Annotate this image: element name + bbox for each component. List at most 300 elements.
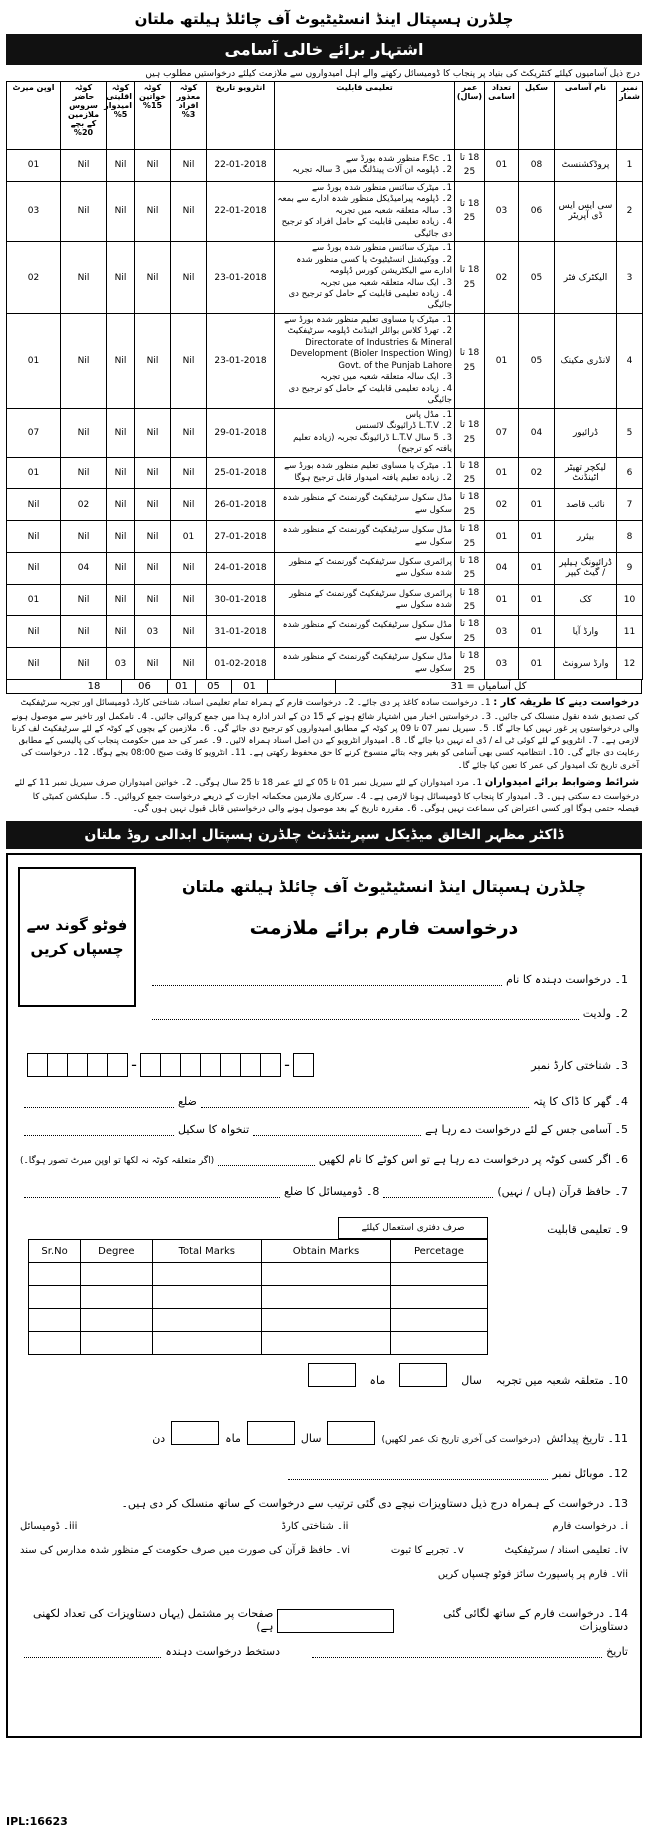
qualification-line: 3۔ سالہ متعلقہ شعبہ میں تجربہ [335,205,452,216]
address-district-label: ضلع [178,1095,197,1109]
district-field[interactable] [24,1096,174,1108]
cell-women: Nil [135,648,171,680]
education-column-header: Sr.No [29,1240,81,1263]
quota-label: 6۔ اگر کسی کوٹہ پر درخواست دے رہا ہے تو اس کوٹے کا نام لکھیں [318,1153,628,1167]
cell-scale: 02 [519,457,555,489]
ipl-number: IPL:16623 [6,1815,68,1828]
cell-sr: 2 [617,181,643,241]
application-form [6,853,642,1738]
cell-sr: 5 [617,408,643,457]
cell-disabled: Nil [171,489,207,521]
education-column-header: Degree [81,1240,152,1263]
docs-list-1 [20,1521,628,1532]
age-month: ماہ [225,1432,241,1446]
cell-post: ڈرائیور [555,408,617,457]
qualification-line: 1۔ میٹرک یا مساوی تعلیم منظور شدہ بورڈ سے [284,314,452,325]
cell-post: الیکٹرک فٹر [555,242,617,314]
cell-disabled: Nil [171,408,207,457]
cell-minority: Nil [107,313,135,408]
cell-open: Nil [7,489,61,521]
mobile-row [284,1467,628,1480]
cell-age: 18 تا 25 [455,552,485,584]
sign-field[interactable] [24,1646,161,1658]
address-label: 4۔ گھر کا ڈاک کا پتہ [532,1095,628,1109]
cell-sr: 12 [617,648,643,680]
cell-sr: 1 [617,150,643,182]
column-header: نمبر شمار [617,82,643,150]
age-day: دن [152,1432,166,1446]
education-column-header: Obtain Marks [262,1240,391,1263]
total-minority: 01 [167,680,195,693]
cnic-label: 3۔ شناختی کارڈ نمبر [531,1059,628,1073]
cell-sr: 7 [617,489,643,521]
qualification-line: مڈل سکول سرٹیفکیٹ گورنمنٹ کے منظور شدہ سکول سے [282,493,452,515]
cell-count: 01 [485,313,519,408]
signature-banner: ڈاکٹر مظہر الخالق میڈیکل سپرنٹنڈنٹ چلڈرن ہسپتال ابدالی روڈ ملتان [6,821,642,849]
cell-qual [275,242,455,314]
date-row [308,1645,628,1658]
name-field[interactable] [152,974,502,986]
age-year: سال [300,1432,322,1446]
cell-disabled: Nil [171,150,207,182]
column-header: نام آسامی [555,82,617,150]
cell-women: Nil [135,552,171,584]
cell-open: 02 [7,242,61,314]
father-row [148,1007,628,1020]
total-serving: 06 [121,680,167,693]
quota-field[interactable] [218,1154,315,1166]
intro-text: درج ذیل آسامیوں کیلئے کنٹریکٹ کی بنیاد پر پنجاب کا ڈومیسائل رکھنے والے اہل امیدواروں سے ملازمت کیلئے درخواستیں مطلوب ہیں [145,69,640,79]
total-spacer [267,680,335,693]
cell-post: نائب قاصد [555,489,617,521]
qualification-line: 1۔ میٹرک یا مساوی تعلیم منظور شدہ بورڈ سے [284,461,452,472]
docs-list-2 [20,1545,628,1556]
cell-women: Nil [135,457,171,489]
table-body [7,150,643,680]
table-row[interactable] [29,1332,488,1355]
cell-women: Nil [135,242,171,314]
cell-age: 18 تا 25 [455,313,485,408]
docs-row [20,1497,628,1510]
photo-box [18,867,136,1007]
docs-label: 13۔ درخواست کے ہمراہ درج ذیل دستاویزات نیچے دی گئی ترتیب سے درخواست کے ساتھ منسلک کر دی ہیں۔ [121,1497,628,1511]
column-header: اوپن میرٹ [7,82,61,150]
doc-item: vii۔ فارم پر پاسپورٹ سائز فوٹو چسپاں کریں [437,1569,628,1581]
experience-row [308,1363,628,1387]
cell-age: 18 تا 25 [455,521,485,553]
cell-scale: 08 [519,150,555,182]
cell-qual [275,616,455,648]
total-label: کل آسامیاں = 31 [335,680,641,693]
cell-count: 01 [485,150,519,182]
cell-count: 03 [485,648,519,680]
cell-women: Nil [135,408,171,457]
qualification-line: 1۔ میٹرک سائنس منظور شدہ بورڈ سے [312,182,452,193]
cell-age: 18 تا 25 [455,489,485,521]
experience-year: سال [461,1374,482,1388]
qualification-line: مڈل سکول سرٹیفکیٹ گورنمنٹ کے منظور شدہ سکول سے [282,652,452,674]
qualification-line: 1۔ مڈل پاس [405,409,452,420]
cell-serving: 02 [61,489,107,521]
total-disabled: 01 [231,680,267,693]
cell-serving: Nil [61,584,107,616]
cell-serving: Nil [61,313,107,408]
date-label: تاریخ [606,1645,628,1659]
column-header: کوٹہ حاضر سروس ملازمین کے بچے 20% [61,82,107,150]
cell-open: Nil [7,648,61,680]
cell-scale: 05 [519,242,555,314]
docs-list-3 [20,1569,628,1580]
cell-sr: 11 [617,616,643,648]
attached-row [20,1607,628,1633]
cell-age: 18 تا 25 [455,181,485,241]
cell-open: 03 [7,181,61,241]
procedure-text: 1۔ درخواست سادہ کاغذ پر دی جائے۔ 2۔ درخواست فارم کے ہمراہ تمام تعلیمی اسناد، شناختی کارڈ، ڈومیسائل اور تجربہ سرٹیفکیٹ کی تصدیق شدہ نقول منسلک کی جائیں۔ 3۔ درخواستیں اخبار میں اشتہار شائع ہونے کے 15 دن کے اندر ادارہ ہذا میں جمع کروائی جائیں۔ 4۔ نامکمل اور تاخیر سے موصول ہونے والی درخواستوں پر غور نہیں کیا جائے گا۔ 5۔ سیریل نمبر 07 تا 09 پر کوٹہ کے مطابق امیدواروں کو ترجیح دی جائے گی۔ 6۔ ملازمین کے بچوں کے کوٹہ کے لئے سرٹیفکیٹ لف کرنا لازمی ہے۔ 7۔ انٹرویو کے لئے کوئی ٹی اے / ڈی اے نہیں دیا جائے گا۔ 8۔ امیدوار انٹرویو کے دن اصل اسناد ہمراہ لائیں۔ 9۔ عمر کی حد میں حکومت پنجاب کی پالیسی کے مطابق رعایت دی جائے گی۔ 10۔ انتظامیہ کسی بھی آسامی کو بغیر وجہ بتائے منسوخ کرنے کا حق محفوظ رکھتی ہے۔ 11۔ انٹرویو کا وقت صبح 08:00 بجے ہوگا۔ 12۔ درخواست کی آخری تاریخ تک امیدوار کی عمر کا تعین کیا جائے گا۔ [11,698,639,771]
column-header: انٹرویو تاریخ [207,82,275,150]
cell-serving: Nil [61,616,107,648]
post-label: 5۔ آسامی جس کے لئے درخواست دے رہا ہے [425,1123,628,1137]
cell-qual [275,648,455,680]
dob-row [146,1421,628,1445]
mobile-label: 12۔ موبائل نمبر [552,1467,628,1481]
qualification-line: 2۔ L.T.V ڈرائیونگ لائسنس [355,421,452,432]
cell-date: 24-01-2018 [207,552,275,584]
education-header-row [29,1240,488,1263]
cell-open: Nil [7,521,61,553]
cell-disabled: Nil [171,457,207,489]
cell-disabled: Nil [171,313,207,408]
cell-date: 22-01-2018 [207,150,275,182]
total-open: 18 [87,681,101,693]
doc-item: vi۔ حافظ قرآن کی صورت میں صرف حکومت کے منظور شدہ مدارس کی سند [20,1545,351,1557]
cell-count: 03 [485,616,519,648]
cell-open: Nil [7,552,61,584]
cell-sr: 8 [617,521,643,553]
attached-box[interactable] [277,1609,394,1633]
dob-box-1[interactable] [327,1421,375,1445]
column-header: کوٹہ خواتین 15% [135,82,171,150]
cell-serving: Nil [61,181,107,241]
cell-minority: Nil [107,552,135,584]
cell-date: 29-01-2018 [207,408,275,457]
cell-women: Nil [135,150,171,182]
table-row [7,457,643,489]
cell-date: 30-01-2018 [207,584,275,616]
cell-post: سی ایس ایس ڈی آپریٹر [555,181,617,241]
qualification-line: 4۔ زیادہ تعلیمی قابلیت کے حامل کو ترجیح دی جائیگی [288,383,452,406]
quota-note: (اگر متعلقہ کوٹہ نہ لکھا تو اوپن میرٹ تصور ہوگا۔) [20,1156,215,1167]
table-header-row [7,82,643,150]
column-header: کوٹہ اقلیتی امیدوار 5% [107,82,135,150]
qualification-line: 2۔ زیادہ تعلیم یافتہ امیدوار قابل ترجیح ہوگا [294,472,452,483]
name-row [148,973,628,986]
cell-serving: Nil [61,408,107,457]
father-label: 2۔ ولدیت [582,1007,628,1021]
doc-item: iii۔ ڈومیسائل [20,1521,78,1533]
father-field[interactable] [152,1008,579,1020]
hafiz-row [20,1185,628,1198]
cell-age: 18 تا 25 [455,408,485,457]
form-title-2: درخواست فارم برائے ملازمت [249,917,519,940]
cell-women: Nil [135,489,171,521]
dob-note: (درخواست کی آخری تاریخ تک عمر لکھیں) [381,1435,541,1446]
cell-scale: 01 [519,584,555,616]
doc-item: iv۔ تعلیمی اسناد / سرٹیفکیٹ [504,1545,628,1557]
cell-disabled: 01 [171,521,207,553]
dob-box-2[interactable] [247,1421,295,1445]
cell-age: 18 تا 25 [455,616,485,648]
cell-count: 07 [485,408,519,457]
sign-label: دستخط درخواست دہندہ [165,1645,280,1659]
cell-open: 01 [7,313,61,408]
cell-open: 01 [7,150,61,182]
dob-box-3[interactable] [171,1421,219,1445]
qualification-line: 2۔ ڈپلومہ پیرامیڈیکل منظور شدہ ادارے سے بمعہ [277,194,452,205]
cell-date: 22-01-2018 [207,181,275,241]
cell-date: 27-01-2018 [207,521,275,553]
cell-serving: Nil [61,150,107,182]
experience-year-box[interactable] [399,1363,447,1387]
vacancy-table [6,81,643,680]
cell-age: 18 تا 25 [455,242,485,314]
cell-scale: 06 [519,181,555,241]
table-row [7,521,643,553]
cell-count: 01 [485,457,519,489]
cell-age: 18 تا 25 [455,648,485,680]
cell-qual [275,584,455,616]
cell-date: 25-01-2018 [207,457,275,489]
column-header: تعداد اسامی [485,82,519,150]
cell-post: پروڈکشنسٹ [555,150,617,182]
qualification-line: 1۔ F.Sc منظور شدہ بورڈ سے [345,153,452,164]
cell-age: 18 تا 25 [455,457,485,489]
post-row [20,1123,628,1136]
cell-date: 31-01-2018 [207,616,275,648]
cell-serving: 04 [61,552,107,584]
cell-qual [275,552,455,584]
cell-scale: 01 [519,521,555,553]
cell-women: Nil [135,584,171,616]
cell-serving: Nil [61,242,107,314]
cell-minority: Nil [107,150,135,182]
cell-qual [275,489,455,521]
procedure-section [6,694,642,774]
cell-count: 01 [485,521,519,553]
cell-post: لیکچر تھیٹر اٹینڈنٹ [555,457,617,489]
cell-post: وارڈ سرونٹ [555,648,617,680]
education-column-header: Total Marks [152,1240,262,1263]
column-header: تعلیمی قابلیت [275,82,455,150]
total-women: 05 [195,680,231,693]
cell-serving: Nil [61,457,107,489]
name-label: 1۔ درخواست دہندہ کا نام [506,973,628,987]
cell-post: وارڈ آیا [555,616,617,648]
cell-scale: 01 [519,552,555,584]
experience-label: 10۔ متعلقہ شعبہ میں تجربہ [495,1374,628,1388]
cell-minority: Nil [107,616,135,648]
photo-line-1: فوٹو گوند سے [26,916,128,935]
table-row [7,313,643,408]
qualification-line: 3۔ ایک سالہ متعلقہ شعبہ میں تجربہ [320,372,452,383]
cell-open: 01 [7,457,61,489]
education-row [20,1223,628,1236]
attached-label: 14۔ درخواست فارم کے ساتھ لگائی گئی دستاویزات [443,1607,628,1634]
dob-label: 11۔ تاریخ پیدائش [546,1432,628,1446]
table-row [7,408,643,457]
cell-sr: 3 [617,242,643,314]
cell-sr: 4 [617,313,643,408]
cell-post: لانڈری مکینک [555,313,617,408]
cell-qual [275,313,455,408]
cell-age: 18 تا 25 [455,584,485,616]
table-row [7,242,643,314]
date-field[interactable] [312,1646,602,1658]
cell-sr: 6 [617,457,643,489]
qualification-line: مڈل سکول سرٹیفکیٹ گورنمنٹ کے منظور شدہ سکول سے [282,525,452,547]
qualification-line: 1۔ میٹرک سائنس منظور شدہ بورڈ سے [312,243,452,254]
cell-women: 03 [135,616,171,648]
scale-label: تنخواہ کا سکیل [178,1123,250,1137]
cell-count: 02 [485,242,519,314]
qualification-line: 2۔ ووکیشنل انسٹیٹیوٹ یا کسی منظور شدہ ادارے سے الیکٹریشن کورس ڈپلومہ [296,254,452,277]
quota-row [20,1153,628,1166]
cell-serving: Nil [61,648,107,680]
column-header: عمر (سال) [455,82,485,150]
experience-month-box[interactable] [308,1363,356,1387]
cell-date: 01-02-2018 [207,648,275,680]
table-row [7,489,643,521]
qualification-line: پرائمری سکول سرٹیفکیٹ گورنمنٹ کے منظور شدہ سکول سے [289,588,452,611]
cell-disabled: Nil [171,584,207,616]
cell-minority: Nil [107,584,135,616]
cell-women: Nil [135,521,171,553]
rules-text: 1۔ مرد امیدواران کے لئے سیریل نمبر 01 تا 05 کے لئے عمر 18 تا 25 سال ہوگی۔ 2۔ خواتین امیدواران صرف سیریل نمبر 11 کے لئے درخواست دے سکتی ہیں۔ 3۔ امیدوار کا پنجاب کا ڈومیسائل ہونا لازمی ہے۔ 4۔ سرکاری ملازمین محکمانہ اجازت کے ذریعے درخواست جمع کروائیں۔ 5۔ سلیکشن کمیٹی کا فیصلہ حتمی ہوگا اور کسی اعتراض کی سماعت نہیں ہوگی۔ 6۔ مقررہ تاریخ کے بعد موصول ہونے والی درخواستیں قابل قبول نہیں ہوں گی۔ [14,778,639,814]
cell-count: 02 [485,489,519,521]
qualification-line: 3۔ ایک سالہ متعلقہ شعبہ میں تجربہ [320,277,452,288]
doc-item: i۔ درخواست فارم [552,1521,628,1533]
cell-qual [275,521,455,553]
qualification-line: 4۔ زیادہ تعلیمی قابلیت کے حامل کو ترجیح دی جائیگی [288,289,452,311]
qualification-line: 2۔ ڈپلومہ ان آلات پینڈلنگ میں 3 سالہ تجربہ [292,165,452,176]
post-field[interactable] [253,1124,421,1136]
photo-line-2: چسپاں کریں [30,940,124,959]
cell-qual [275,150,455,182]
sign-row [20,1645,280,1658]
table-row[interactable] [29,1263,488,1286]
cell-count: 03 [485,181,519,241]
rules-title: شرائط وضوابط برائے امیدواران [484,777,639,789]
cell-qual [275,408,455,457]
address-field[interactable] [201,1096,529,1108]
column-header: سکیل [519,82,555,150]
cell-date: 26-01-2018 [207,489,275,521]
cell-qual [275,181,455,241]
cell-post: بیئرر [555,521,617,553]
hafiz-field[interactable] [383,1186,493,1198]
cell-disabled: Nil [171,181,207,241]
cell-minority: Nil [107,521,135,553]
cell-scale: 01 [519,489,555,521]
procedure-title: درخواست دینے کا طریقہ کار : [493,697,639,709]
vacancy-banner: اشتہار برائے خالی آسامی [6,34,642,65]
doc-item: ii۔ شناختی کارڈ [281,1521,349,1533]
cell-minority: Nil [107,181,135,241]
address-row [20,1095,628,1108]
table-row [7,181,643,241]
cell-post: کک [555,584,617,616]
column-header: کوٹہ معذور افراد 3% [171,82,207,150]
cell-scale: 05 [519,313,555,408]
table-row [7,648,643,680]
cell-disabled: Nil [171,648,207,680]
cell-sr: 9 [617,552,643,584]
institution-header: چلڈرن ہسپتال اینڈ انسٹیٹیوٹ آف چائلڈ ہیلتھ ملتان [134,10,514,28]
cell-date: 23-01-2018 [207,242,275,314]
hafiz-label: 7۔ حافظ قرآن (ہاں / نہیں) [497,1185,628,1199]
cell-disabled: Nil [171,616,207,648]
cell-serving: Nil [61,521,107,553]
cell-post: ڈرائیونگ ہیلپر / گیٹ کیپر [555,552,617,584]
table-row [7,616,643,648]
education-column-header: Percetage [390,1240,487,1263]
qualification-line: 2۔ تھرڈ کلاس بوائلر اٹینڈنٹ ڈپلومہ سرٹیفکیٹ Directorate of Industries & Mineral Development (Bioler Inspection Wing) Govt. of the Punjab Lahore [287,326,452,371]
cell-sr: 10 [617,584,643,616]
table-row[interactable] [29,1286,488,1309]
qualification-line: 4۔ زیادہ تعلیمی قابلیت کے حامل افراد کو ترجیح دی جائیگی [281,217,452,239]
table-row [7,150,643,182]
cell-minority: Nil [107,489,135,521]
table-row [7,584,643,616]
form-title-1: چلڈرن ہسپتال اینڈ انسٹیٹیوٹ آف چائلڈ ہیلتھ ملتان [181,877,587,897]
domicile-label: 8۔ ڈومیسائل کا ضلع [284,1185,380,1199]
table-row [7,552,643,584]
rules-section [6,774,642,817]
qualification-line: پرائمری سکول سرٹیفکیٹ گورنمنٹ کے منظور شدہ سکول سے [289,556,452,579]
cell-open: Nil [7,616,61,648]
qualification-line: مڈل سکول سرٹیفکیٹ گورنمنٹ کے منظور شدہ سکول سے [282,620,452,642]
cnic-boxes[interactable]: - - [28,1053,314,1077]
cell-minority: Nil [107,408,135,457]
office-use-label: صرف دفتری استعمال کیلئے [338,1217,488,1239]
education-label: 9۔ تعلیمی قابلیت [547,1223,628,1237]
scale-field[interactable] [24,1124,174,1136]
cell-disabled: Nil [171,552,207,584]
cell-minority: Nil [107,242,135,314]
cell-qual [275,457,455,489]
table-row[interactable] [29,1309,488,1332]
cell-scale: 01 [519,648,555,680]
education-table [28,1239,488,1355]
cell-scale: 04 [519,408,555,457]
cell-age: 18 تا 25 [455,150,485,182]
cell-disabled: Nil [171,242,207,314]
cell-open: 07 [7,408,61,457]
domicile-field[interactable] [24,1186,280,1198]
cell-count: 04 [485,552,519,584]
totals-row [6,680,642,694]
cell-count: 01 [485,584,519,616]
cnic-row [531,1059,628,1072]
experience-month: ماہ [369,1374,386,1388]
mobile-field[interactable] [288,1468,548,1480]
cell-women: Nil [135,313,171,408]
cell-minority: 03 [107,648,135,680]
qualification-line: 3۔ 5 سال L.T.V ڈرائیونگ تجربہ (زیادہ تعلیم یافتہ کو ترجیح) [293,432,452,455]
cell-minority: Nil [107,457,135,489]
cell-scale: 01 [519,616,555,648]
cell-women: Nil [135,181,171,241]
doc-item: v۔ تجربے کا ثبوت [390,1545,464,1557]
